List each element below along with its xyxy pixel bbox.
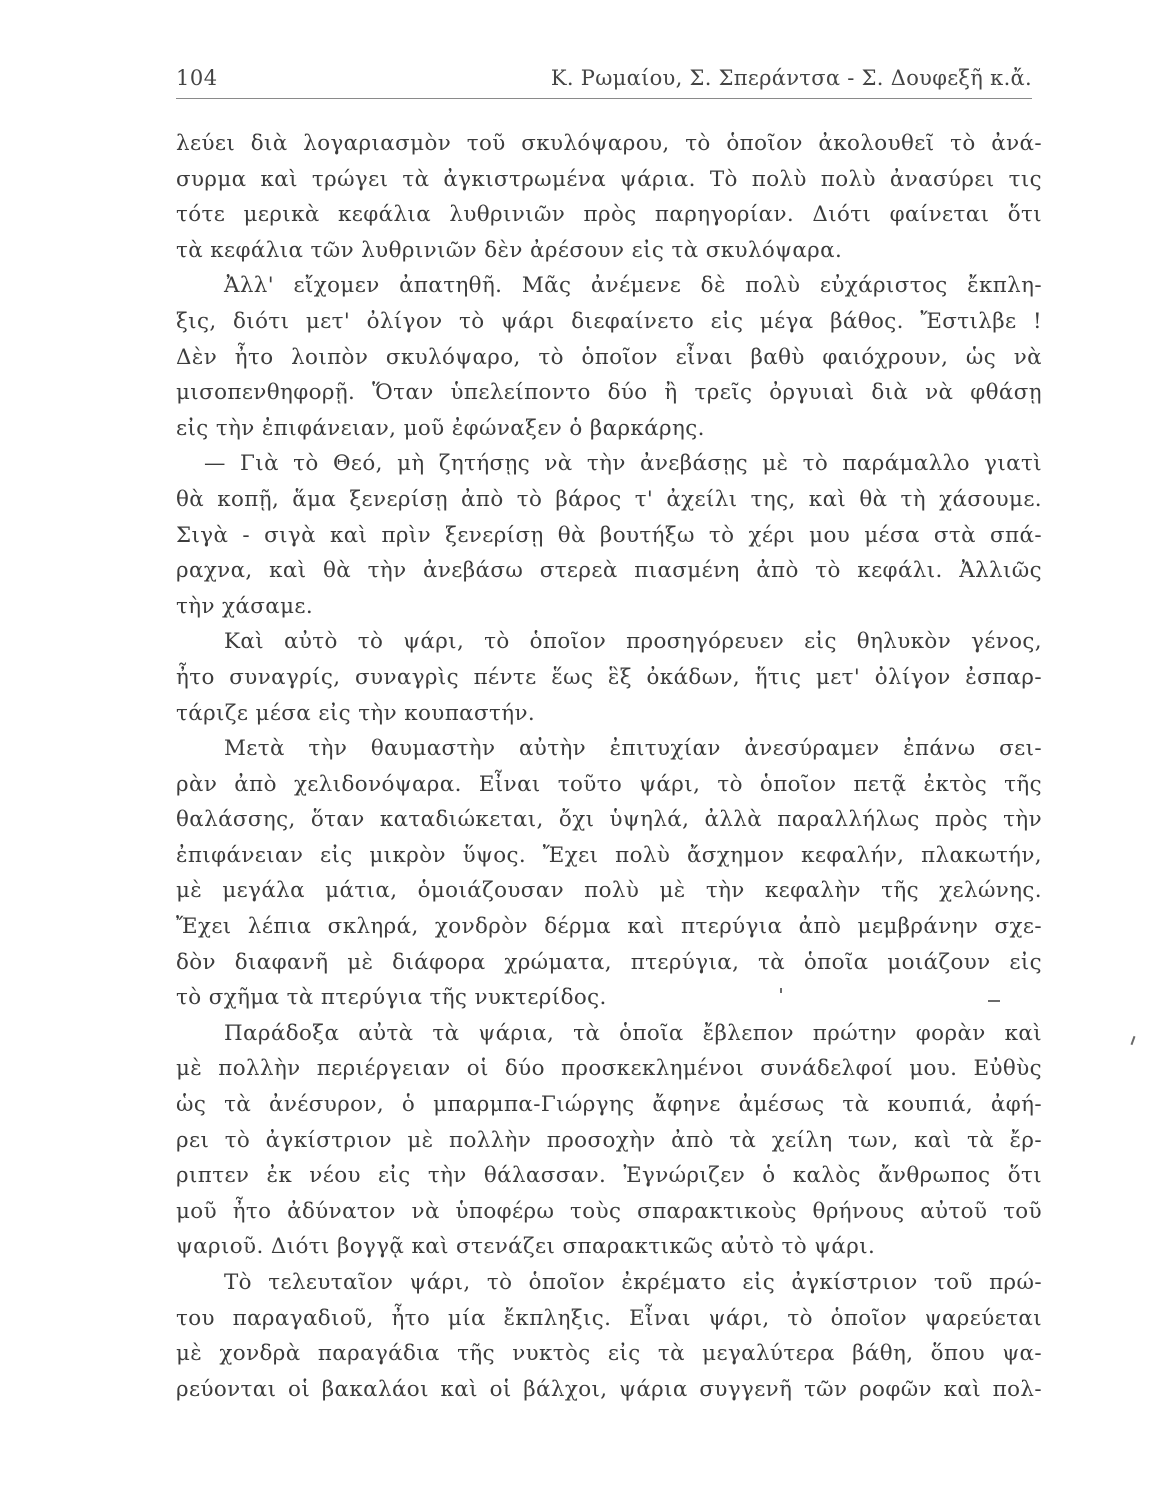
text-line: ψαριοῦ. Διότι βογγᾷ καὶ στενάζει σπαρακτικῶς αὐτὸ τὸ ψάρι. — [176, 1234, 876, 1260]
text-line: Ἔχει λέπια σκληρά, χονδρὸν δέρμα καὶ πτερύγια ἀπὸ μεμβράνην σχε- — [176, 914, 1042, 940]
text-line: ραχνα, καὶ θὰ τὴν ἀνεβάσω στερεὰ πιασμένη ἀπὸ τὸ κεφάλι. Ἀλλιῶς — [176, 558, 1042, 584]
paragraph-start-line: Μετὰ τὴν θαυμαστὴν αὐτὴν ἐπιτυχίαν ἀνεσύραμεν ἐπάνω σει- — [224, 736, 1042, 762]
paragraph-start-line: Παράδοξα αὐτὰ τὰ ψάρια, τὰ ὁποῖα ἔβλεπον πρώτην φορὰν καὶ — [224, 1020, 1042, 1046]
text-line: Δὲν ἦτο λοιπὸν σκυλόψαρο, τὸ ὁποῖον εἶναι βαθὺ φαιόχρουν, ὡς νὰ — [176, 344, 1042, 370]
text-line: θαλάσσης, ὅταν καταδιώκεται, ὄχι ὑψηλά, ἀλλὰ παραλλήλως πρὸς τὴν — [176, 807, 1042, 833]
text-line: ρεύονται οἱ βακαλάοι καὶ οἱ βάλχοι, ψάρια συγγενῆ τῶν ροφῶν καὶ πολ- — [176, 1376, 1042, 1402]
text-line: τὸ σχῆμα τὰ πτερύγια τῆς νυκτερίδος. — [176, 985, 607, 1011]
text-line: Σιγὰ - σιγὰ καὶ πρὶν ξενερίσῃ θὰ βουτήξω τὸ χέρι μου μέσα στὰ σπά- — [176, 522, 1042, 548]
text-line: συρμα καὶ τρώγει τὰ ἀγκιστρωμένα ψάρια. Τὸ πολὺ πολὺ ἀνασύρει τις — [176, 166, 1042, 192]
text-line: τὰ κεφάλια τῶν λυθρινιῶν δὲν ἀρέσουν εἰς τὰ σκυλόψαρα. — [176, 237, 843, 263]
paragraph-start-line: Τὸ τελευταῖον ψάρι, τὸ ὁποῖον ἐκρέματο εἰς ἀγκίστριον τοῦ πρώ- — [224, 1270, 1042, 1295]
page-header — [176, 66, 1032, 96]
header-rule — [176, 98, 1032, 99]
text-line: εἰς τὴν ἐπιφάνειαν, μοῦ ἐφώναξεν ὁ βαρκάρης. — [176, 415, 705, 441]
scan-speck — [988, 1000, 1000, 1002]
text-line: ξις, διότι μετ' ὀλίγον τὸ ψάρι διεφαίνετο εἰς μέγα βάθος. Ἔστιλβε ! — [176, 308, 1042, 334]
text-line: τὴν χάσαμε. — [176, 593, 314, 619]
running-head: Κ. Ρωμαίου, Σ. Σπεράντσα - Σ. Δουφεξῆ κ.ἄ. — [550, 66, 1032, 90]
text-line: μὲ πολλὴν περιέργειαν οἱ δύο προσκεκλημένοι συνάδελφοί μου. Εὐθὺς — [176, 1056, 1042, 1082]
text-line: θὰ κοπῇ, ἅμα ξενερίσῃ ἀπὸ τὸ βάρος τ' ἀχείλι της, καὶ θὰ τὴ χάσουμε. — [176, 486, 1042, 512]
text-line: μοῦ ἦτο ἀδύνατον νὰ ὑποφέρω τοὺς σπαρακτικοὺς θρήνους αὐτοῦ τοῦ — [176, 1198, 1042, 1224]
body-text — [176, 126, 1042, 1407]
text-line: ρὰν ἀπὸ χελιδονόψαρα. Εἶναι τοῦτο ψάρι, τὸ ὁποῖον πετᾷ ἐκτὸς τῆς — [176, 771, 1042, 797]
paragraph-start-line: Καὶ αὐτὸ τὸ ψάρι, τὸ ὁποῖον προσηγόρευεν εἰς θηλυκὸν γένος, — [224, 629, 1042, 655]
text-line: ἦτο συναγρίς, συναγρὶς πέντε ἕως ἓξ ὀκάδων, ἥτις μετ' ὀλίγον ἐσπαρ- — [176, 664, 1042, 690]
text-line: μὲ χονδρὰ παραγάδια τῆς νυκτὸς εἰς τὰ μεγαλύτερα βάθη, ὅπου ψα- — [176, 1341, 1042, 1367]
text-line: μὲ μεγάλα μάτια, ὁμοιάζουσαν πολὺ μὲ τὴν κεφαλὴν τῆς χελώνης. — [176, 878, 1042, 904]
scan-speck — [780, 988, 782, 993]
text-line: ὡς τὰ ἀνέσυρον, ὁ μπαρμπα-Γιώργης ἄφηνε ἀμέσως τὰ κουπιά, ἀφή- — [176, 1092, 1042, 1118]
text-line: του παραγαδιοῦ, ἦτο μία ἔκπληξις. Εἶναι ψάρι, τὸ ὁποῖον ψαρεύεται — [176, 1305, 1042, 1331]
text-line: μισοπενθηφορῇ. Ὅταν ὑπελείποντο δύο ἢ τρεῖς ὀργυιαὶ διὰ νὰ φθάσῃ — [176, 380, 1042, 406]
page-number: 104 — [176, 66, 218, 90]
text-line: τάριζε μέσα εἰς τὴν κουπαστήν. — [176, 700, 536, 726]
text-line: ἐπιφάνειαν εἰς μικρὸν ὕψος. Ἔχει πολὺ ἄσχημον κεφαλήν, πλακωτήν, — [176, 842, 1042, 868]
paragraph-start-line: Ἀλλ' εἴχομεν ἀπατηθῆ. Μᾶς ἀνέμενε δὲ πολὺ εὐχάριστος ἔκπλη- — [224, 273, 1042, 299]
text-line: τότε μερικὰ κεφάλια λυθρινιῶν πρὸς παρηγορίαν. Διότι φαίνεται ὅτι — [176, 202, 1042, 228]
text-line: λεύει διὰ λογαριασμὸν τοῦ σκυλόψαρου, τὸ ὁποῖον ἀκολουθεῖ τὸ ἀνά- — [176, 131, 1042, 156]
dialogue-line: — Γιὰ τὸ Θεό, μὴ ζητήσῃς νὰ τὴν ἀνεβάσῃς μὲ τὸ παράμαλλο γιατὶ — [204, 451, 1042, 477]
text-line: ριπτεν ἐκ νέου εἰς τὴν θάλασσαν. Ἐγνώριζεν ὁ καλὸς ἄνθρωπος ὅτι — [176, 1163, 1042, 1189]
text-line: ρει τὸ ἀγκίστριον μὲ πολλὴν προσοχὴν ἀπὸ τὰ χείλη των, καὶ τὰ ἔρ- — [176, 1127, 1042, 1153]
text-line: δὸν διαφανῆ μὲ διάφορα χρώματα, πτερύγια, τὰ ὁποῖα μοιάζουν εἰς — [176, 949, 1042, 975]
scan-speck — [1131, 1036, 1136, 1045]
